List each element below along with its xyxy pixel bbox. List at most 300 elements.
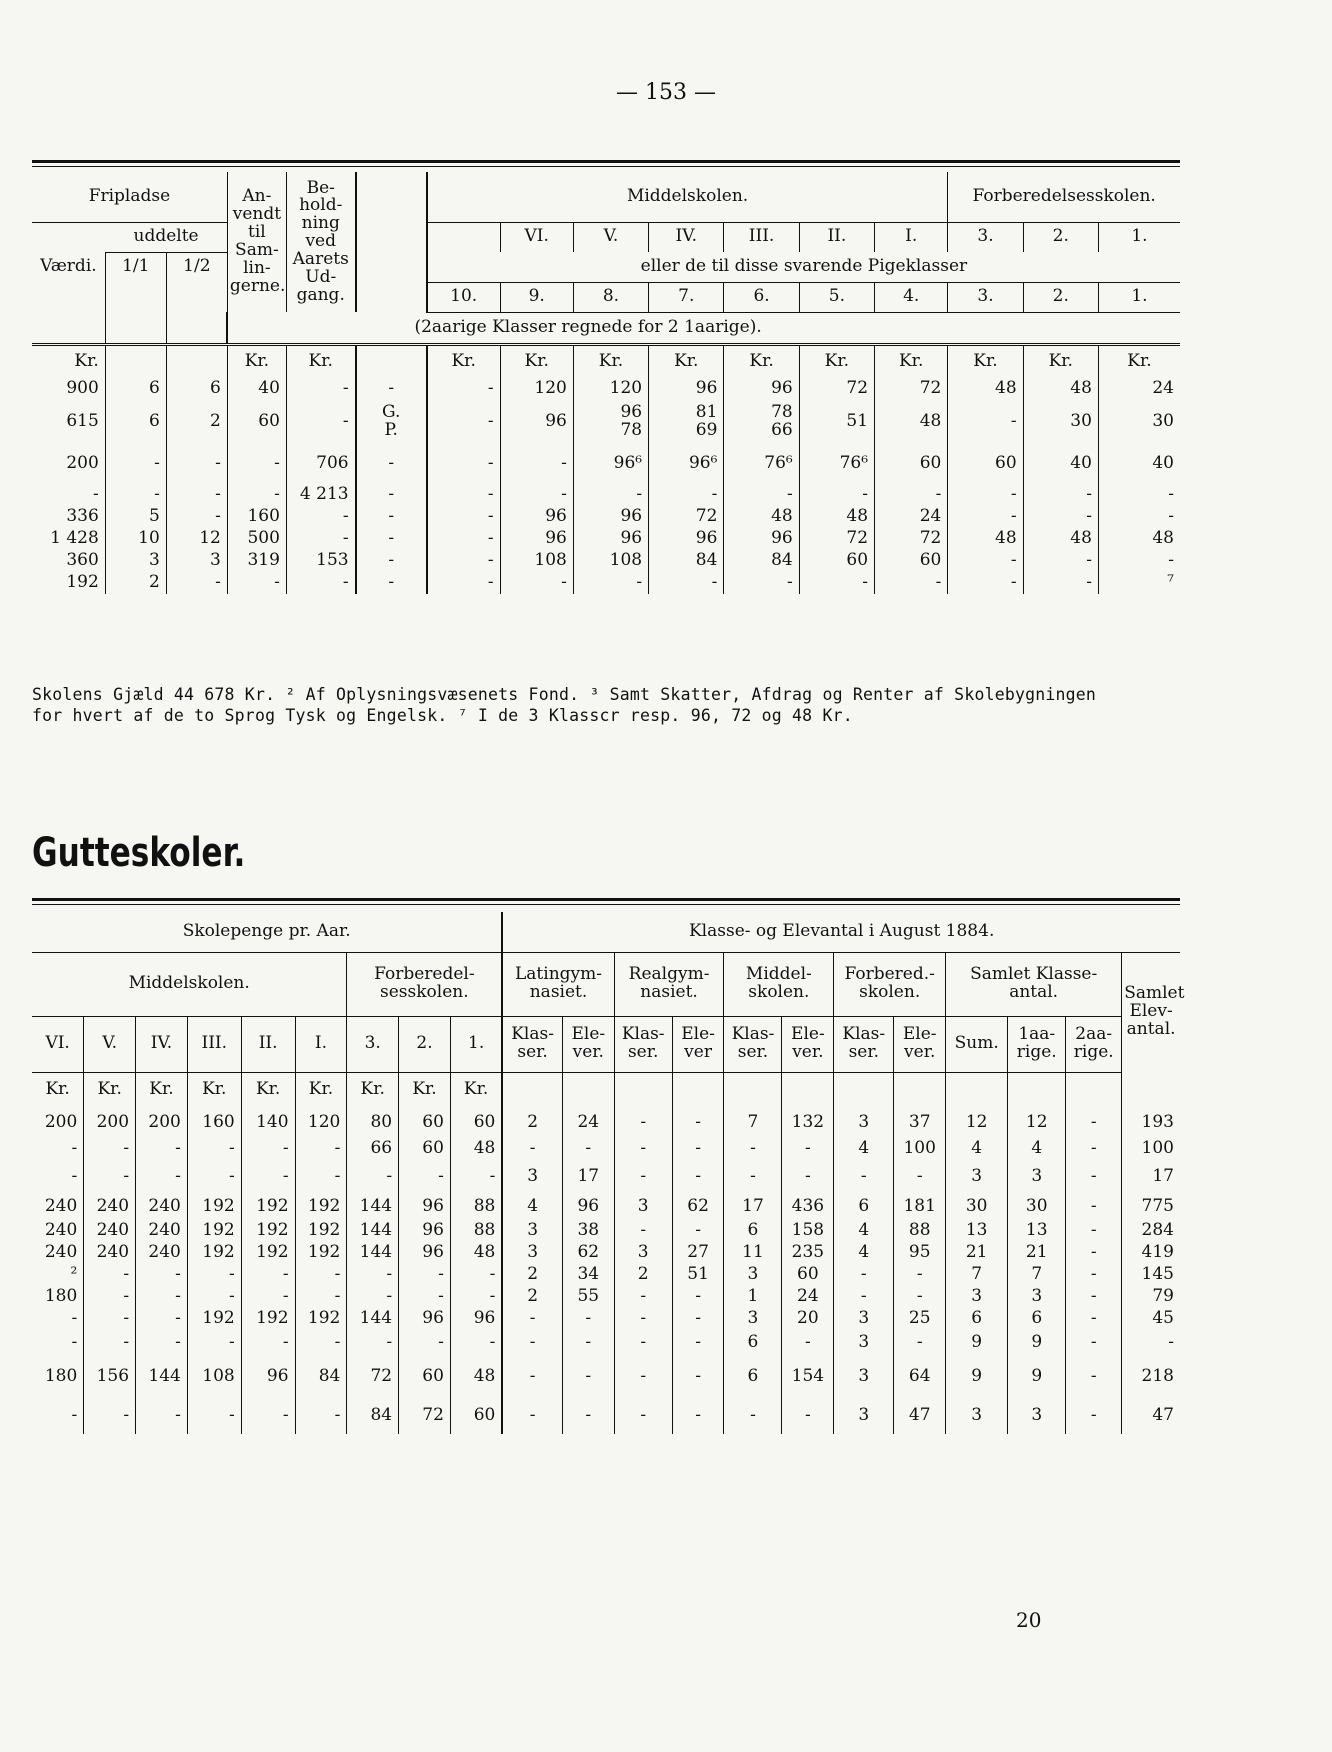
data-cell: ⁷ <box>1098 572 1180 594</box>
class-b-header: 7. <box>649 282 724 312</box>
data-cell: 3 <box>724 1264 782 1286</box>
data-cell: 120 <box>295 1108 347 1138</box>
bottom-double-rule <box>32 898 1180 901</box>
data-cell: 3 <box>1008 1286 1066 1308</box>
data-cell: - <box>241 1264 295 1286</box>
data-cell: 20 <box>782 1308 834 1330</box>
data-cell: - <box>187 1286 241 1308</box>
data-cell: 240 <box>84 1220 136 1242</box>
data-cell: 3 <box>834 1108 894 1138</box>
unit-label: Kr. <box>573 344 648 378</box>
data-cell: 108 <box>187 1356 241 1398</box>
data-cell: 6 <box>724 1220 782 1242</box>
table-row <box>32 1138 1180 1160</box>
unit-label <box>614 1072 672 1108</box>
data-cell: 13 <box>946 1220 1008 1242</box>
class-header: VI. <box>32 1016 84 1072</box>
data-cell: 193 <box>1122 1108 1180 1138</box>
table-row <box>32 1220 1180 1242</box>
data-cell: - <box>672 1286 724 1308</box>
data-cell: 24 <box>1098 378 1180 400</box>
table-row <box>32 550 1180 572</box>
data-cell: 5 <box>105 506 166 528</box>
class-a-header: 1. <box>1098 222 1180 252</box>
unit-label: Kr. <box>948 344 1023 378</box>
samlet-klasse-group-header: Samlet Klasse- antal. <box>946 952 1122 1016</box>
unit-label: Kr. <box>295 1072 347 1108</box>
data-cell: - <box>799 484 874 506</box>
data-cell: - <box>1066 1286 1122 1308</box>
data-cell: 21 <box>1008 1242 1066 1264</box>
klasser-header: Klas- ser. <box>502 1016 562 1072</box>
data-cell: 144 <box>347 1242 399 1264</box>
data-cell: - <box>1023 550 1098 572</box>
data-cell: - <box>227 572 286 594</box>
data-cell: - <box>227 484 286 506</box>
unit-label <box>834 1072 894 1108</box>
data-cell: - <box>295 1264 347 1286</box>
data-cell: 30 <box>1008 1194 1066 1220</box>
data-cell: 6 <box>105 400 166 444</box>
data-cell: 48 <box>875 400 948 444</box>
data-cell: 84 <box>347 1398 399 1434</box>
data-cell: - <box>614 1108 672 1138</box>
data-cell: - <box>105 444 166 484</box>
data-cell: 96⁶ <box>649 444 724 484</box>
data-cell: 30 <box>1023 400 1098 444</box>
data-cell: - <box>614 1308 672 1330</box>
data-cell: 96 <box>724 528 799 550</box>
data-cell: - <box>187 1398 241 1434</box>
data-cell: - <box>1066 1138 1122 1160</box>
unit-label: Kr. <box>84 1072 136 1108</box>
data-cell: 72 <box>799 528 874 550</box>
data-cell: 17 <box>562 1160 614 1194</box>
data-cell: 48 <box>450 1356 502 1398</box>
data-cell: 48 <box>1098 528 1180 550</box>
data-cell: 40 <box>1098 444 1180 484</box>
unit-label <box>105 344 166 378</box>
data-cell: - <box>347 1330 399 1356</box>
data-cell: - <box>1098 550 1180 572</box>
data-cell: 200 <box>136 1108 188 1138</box>
table-row <box>32 572 1180 594</box>
data-cell: 21 <box>946 1242 1008 1264</box>
unit-label: Kr. <box>875 344 948 378</box>
data-cell: - <box>166 506 227 528</box>
table-row <box>32 1160 1180 1194</box>
data-cell: 100 <box>1122 1138 1180 1160</box>
unit-label: Kr. <box>399 1072 451 1108</box>
data-cell: 120 <box>500 378 573 400</box>
data-cell: - <box>573 484 648 506</box>
data-cell: - <box>136 1138 188 1160</box>
data-cell: - <box>502 1308 562 1330</box>
data-cell: 3 <box>502 1220 562 1242</box>
data-cell: 96 <box>399 1194 451 1220</box>
data-cell: 192 <box>187 1220 241 1242</box>
top-double-rule <box>32 160 1180 163</box>
data-cell: - <box>614 1398 672 1434</box>
data-cell: - <box>562 1330 614 1356</box>
unit-label: Kr. <box>136 1072 188 1108</box>
data-cell: 96 <box>450 1308 502 1330</box>
data-cell: 84 <box>724 550 799 572</box>
data-cell: 51 <box>799 400 874 444</box>
data-cell: - <box>948 400 1023 444</box>
data-cell: 144 <box>347 1194 399 1220</box>
data-cell: - <box>1066 1356 1122 1398</box>
data-cell: - <box>84 1264 136 1286</box>
table-row <box>32 444 1180 484</box>
unit-label: Kr. <box>227 344 286 378</box>
data-cell: - <box>724 1398 782 1434</box>
data-cell: - <box>562 1356 614 1398</box>
unit-label: Kr. <box>45 1079 70 1100</box>
data-cell: 180 <box>44 1286 78 1307</box>
data-cell: 60 <box>799 550 874 572</box>
data-cell: 9 <box>1008 1356 1066 1398</box>
data-cell: - <box>1023 506 1098 528</box>
data-cell: - <box>672 1108 724 1138</box>
unit-label: Kr. <box>427 344 500 378</box>
data-cell: - <box>614 1330 672 1356</box>
data-cell: 336 <box>66 506 99 527</box>
data-cell: 60 <box>450 1398 502 1434</box>
data-cell: - <box>347 1264 399 1286</box>
footer-number: 20 <box>1016 1608 1042 1632</box>
data-cell: 76⁶ <box>799 444 874 484</box>
data-cell: 60 <box>875 444 948 484</box>
class-a-header: III. <box>724 222 799 252</box>
data-cell: - <box>187 1330 241 1356</box>
table-row <box>32 528 1180 550</box>
klasser-header: Klas- ser. <box>724 1016 782 1072</box>
data-cell: 96 <box>562 1194 614 1220</box>
data-cell: 108 <box>573 550 648 572</box>
data-cell: - <box>1066 1108 1122 1138</box>
blank <box>166 282 227 312</box>
unit-label <box>672 1072 724 1108</box>
data-cell: 6 <box>166 378 227 400</box>
data-cell: 240 <box>84 1242 136 1264</box>
data-cell: 60 <box>399 1108 451 1138</box>
data-cell: - <box>782 1138 834 1160</box>
data-cell: - <box>614 1286 672 1308</box>
data-cell: - <box>948 572 1023 594</box>
data-cell: - <box>356 528 427 550</box>
data-cell: 38 <box>562 1220 614 1242</box>
data-cell: - <box>136 1264 188 1286</box>
data-cell: 1 <box>724 1286 782 1308</box>
data-cell: - <box>948 506 1023 528</box>
data-cell: 3 <box>946 1398 1008 1434</box>
data-cell: 48 <box>799 506 874 528</box>
samlet-elev-header: Samlet Elev- antal. <box>1122 952 1180 1072</box>
data-cell: 13 <box>1008 1220 1066 1242</box>
data-cell: - <box>1098 484 1180 506</box>
table-row <box>32 400 1180 444</box>
data-cell: 96⁶ <box>573 444 648 484</box>
data-cell: 12 <box>946 1108 1008 1138</box>
skolepenge-header: Skolepenge pr. Aar. <box>32 912 502 952</box>
data-cell: - <box>84 1160 136 1194</box>
data-cell: - <box>295 1160 347 1194</box>
data-cell: 3 <box>1008 1398 1066 1434</box>
data-cell: 192 <box>187 1194 241 1220</box>
data-cell: - <box>71 1308 78 1329</box>
class-b-header: 5. <box>799 282 874 312</box>
data-cell: ² <box>70 1264 78 1285</box>
data-cell: 30 <box>1098 400 1180 444</box>
unit-label <box>946 1072 1008 1108</box>
class-header: II. <box>241 1016 295 1072</box>
data-cell: - <box>295 1138 347 1160</box>
unit-label <box>356 344 427 378</box>
data-cell: 2 <box>502 1264 562 1286</box>
data-cell: - <box>450 1286 502 1308</box>
table-row <box>32 378 1180 400</box>
data-cell: 6 <box>724 1330 782 1356</box>
unit-label: Kr. <box>450 1072 502 1108</box>
data-cell: 88 <box>450 1220 502 1242</box>
table-row <box>32 1286 1180 1308</box>
data-cell: 240 <box>136 1194 188 1220</box>
data-cell: 48 <box>948 528 1023 550</box>
data-cell: - <box>894 1160 946 1194</box>
data-cell: - <box>347 1160 399 1194</box>
data-cell: - <box>356 506 427 528</box>
elever_alt-header: Ele- ver <box>672 1016 724 1072</box>
data-cell: - <box>834 1264 894 1286</box>
unit-label: Kr. <box>187 1072 241 1108</box>
unit-label <box>1122 1072 1180 1108</box>
data-cell: 180 <box>44 1366 78 1387</box>
data-cell: 200 <box>66 453 99 474</box>
data-cell: 900 <box>66 378 99 399</box>
data-cell: 3 <box>946 1160 1008 1194</box>
data-cell: - <box>295 1286 347 1308</box>
data-cell: - <box>295 1330 347 1356</box>
data-cell: - <box>71 1405 78 1426</box>
middelskolen-group-header: Middelskolen. <box>32 952 347 1016</box>
data-cell: 240 <box>136 1242 188 1264</box>
data-cell: 72 <box>399 1398 451 1434</box>
data-cell: 775 <box>1122 1194 1180 1220</box>
data-cell: - <box>1066 1220 1122 1242</box>
data-cell: - <box>356 484 427 506</box>
data-cell: 76⁶ <box>724 444 799 484</box>
data-cell: 84 <box>295 1356 347 1398</box>
unit-label: Kr. <box>241 1072 295 1108</box>
data-cell: - <box>286 528 355 550</box>
data-cell: 1 428 <box>50 528 99 549</box>
vaerdi-header: Værdi. <box>40 256 97 277</box>
real-group-header: Realgym- nasiet. <box>614 952 724 1016</box>
data-cell: 47 <box>894 1398 946 1434</box>
data-cell: 17 <box>1122 1160 1180 1194</box>
data-cell: 3 <box>502 1160 562 1194</box>
data-cell: 181 <box>894 1194 946 1220</box>
data-cell: - <box>500 572 573 594</box>
klasse-elev-header: Klasse- og Elevantal i August 1884. <box>502 912 1180 952</box>
forbered-group-header: Forbered.- skolen. <box>834 952 946 1016</box>
data-cell: - <box>724 1160 782 1194</box>
table-row <box>32 1194 1180 1220</box>
data-cell: - <box>427 378 500 400</box>
data-cell: 24 <box>875 506 948 528</box>
class-a-blank <box>427 222 500 252</box>
data-cell: - <box>1066 1308 1122 1330</box>
data-cell: - <box>649 484 724 506</box>
data-cell: 615 <box>66 411 99 432</box>
data-cell: 4 <box>834 1220 894 1242</box>
data-cell: - <box>1066 1264 1122 1286</box>
footnote-line-1: Skolens Gjæld 44 678 Kr. ² Af Oplysningsvæsenets Fond. ³ Samt Skatter, Afdrag og Renter af Skolebygningen <box>32 685 1097 704</box>
data-cell: 96 <box>399 1242 451 1264</box>
section-title: Gutteskoler. <box>32 830 246 876</box>
data-cell: 48 <box>450 1138 502 1160</box>
data-cell: 45 <box>1122 1308 1180 1330</box>
data-cell: 160 <box>187 1108 241 1138</box>
data-cell: - <box>286 400 355 444</box>
data-cell: 64 <box>894 1356 946 1398</box>
class-b-header: 6. <box>724 282 799 312</box>
data-cell: - <box>875 572 948 594</box>
data-cell: - <box>241 1398 295 1434</box>
class-b-header: 3. <box>948 282 1023 312</box>
data-cell: 78 66 <box>724 400 799 444</box>
data-cell: 81 69 <box>649 400 724 444</box>
data-cell: 96 <box>500 506 573 528</box>
data-cell: 144 <box>136 1356 188 1398</box>
data-cell: - <box>894 1286 946 1308</box>
data-cell: 96 <box>399 1220 451 1242</box>
data-cell: 2 <box>502 1286 562 1308</box>
data-cell: 48 <box>450 1242 502 1264</box>
data-cell: - <box>241 1286 295 1308</box>
data-cell: - <box>502 1398 562 1434</box>
data-cell: 4 <box>834 1138 894 1160</box>
data-cell: - <box>724 484 799 506</box>
table-row <box>32 1308 1180 1330</box>
data-cell: 192 <box>295 1194 347 1220</box>
data-cell: 158 <box>782 1220 834 1242</box>
data-cell: 9 <box>946 1356 1008 1398</box>
aarige2-header: 2aa- rige. <box>1066 1016 1122 1072</box>
data-cell: 27 <box>672 1242 724 1264</box>
data-cell: 40 <box>1023 444 1098 484</box>
data-cell: 24 <box>562 1108 614 1138</box>
data-cell: - <box>166 444 227 484</box>
class-a-header: 2. <box>1023 222 1098 252</box>
table-row <box>32 506 1180 528</box>
data-cell: 7 <box>724 1108 782 1138</box>
data-cell: 192 <box>295 1220 347 1242</box>
data-cell: 96 <box>649 378 724 400</box>
data-cell: - <box>1066 1330 1122 1356</box>
anvendt-header: An- vendt til Sam- lin- gerne. <box>227 172 286 312</box>
data-cell: 11 <box>724 1242 782 1264</box>
data-cell: 88 <box>450 1194 502 1220</box>
blank <box>105 282 166 312</box>
data-cell: 132 <box>782 1108 834 1138</box>
data-cell: - <box>347 1286 399 1308</box>
unit-label <box>894 1072 946 1108</box>
data-cell: 84 <box>649 550 724 572</box>
data-cell: - <box>241 1330 295 1356</box>
data-cell: - <box>894 1330 946 1356</box>
data-cell: 51 <box>672 1264 724 1286</box>
data-cell: 3 <box>834 1356 894 1398</box>
data-cell: 2 <box>166 400 227 444</box>
data-cell: 2 <box>614 1264 672 1286</box>
data-cell: - <box>672 1356 724 1398</box>
data-cell: - <box>166 484 227 506</box>
data-cell: - <box>427 400 500 444</box>
data-cell: 80 <box>347 1108 399 1138</box>
data-cell: - <box>84 1398 136 1434</box>
data-cell: 192 <box>187 1242 241 1264</box>
data-cell: 55 <box>562 1286 614 1308</box>
class-a-header: II. <box>799 222 874 252</box>
data-cell: 235 <box>782 1242 834 1264</box>
latin-group-header: Latingym- nasiet. <box>502 952 614 1016</box>
data-cell: 3 <box>946 1286 1008 1308</box>
data-cell: 96 <box>500 400 573 444</box>
data-cell: 34 <box>562 1264 614 1286</box>
data-cell: - <box>672 1220 724 1242</box>
data-cell: - <box>450 1264 502 1286</box>
data-cell: - <box>834 1286 894 1308</box>
vaerdi-cell-spacer <box>32 222 105 252</box>
class-header: I. <box>295 1016 347 1072</box>
data-cell: - <box>500 484 573 506</box>
data-cell: - <box>427 444 500 484</box>
data-cell: 6 <box>946 1308 1008 1330</box>
footnotes <box>32 684 1192 726</box>
data-cell: - <box>84 1330 136 1356</box>
data-cell: 319 <box>227 550 286 572</box>
data-cell: 144 <box>347 1308 399 1330</box>
data-cell: - <box>1098 506 1180 528</box>
data-cell: 3 <box>614 1242 672 1264</box>
data-cell: 6 <box>105 378 166 400</box>
data-cell: 96 <box>724 378 799 400</box>
data-cell: - <box>427 550 500 572</box>
data-cell: 4 213 <box>286 484 355 506</box>
data-cell: 192 <box>241 1220 295 1242</box>
data-cell: 96 <box>500 528 573 550</box>
elever-header: Ele- ver. <box>562 1016 614 1072</box>
forberedelsesskolen-header: Forberedelsesskolen. <box>948 172 1180 222</box>
data-cell: - <box>1122 1330 1180 1356</box>
data-cell: 30 <box>946 1194 1008 1220</box>
middelskolen-header: Middelskolen. <box>427 172 948 222</box>
data-cell: 72 <box>875 528 948 550</box>
data-cell: - <box>799 572 874 594</box>
data-cell: - <box>84 1308 136 1330</box>
data-cell: 72 <box>875 378 948 400</box>
data-cell: 7 <box>1008 1264 1066 1286</box>
uddelte-header: uddelte <box>105 222 227 252</box>
data-cell: 3 <box>724 1308 782 1330</box>
data-cell: - <box>502 1138 562 1160</box>
data-cell: 284 <box>1122 1220 1180 1242</box>
data-cell: 3 <box>1008 1160 1066 1194</box>
data-cell: 48 <box>948 378 1023 400</box>
fraction-1-2-header: 1/2 <box>166 252 227 282</box>
